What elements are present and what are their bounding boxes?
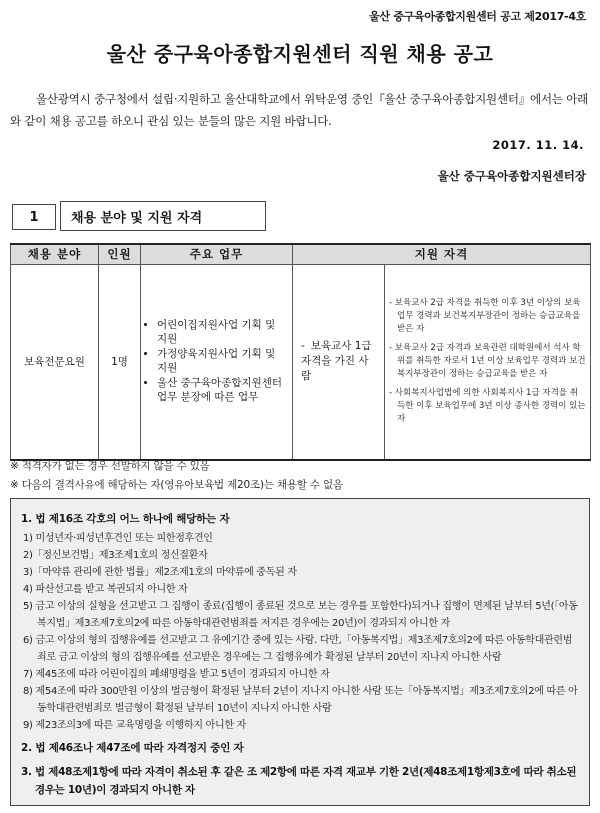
intro-paragraph: 울산광역시 중구청에서 설립·지원하고 울산대학교에서 위탁운영 중인『울산 중구육아종합지원센터』에서는 아래와 같이 채용 공고를 하오니 관심 있는 분들의 많은 지원 바랍니다. (10, 92, 589, 128)
section-title-box: 채용 분야 및 지원 자격 (60, 201, 266, 231)
cell-field: 보육전문요원 (11, 264, 99, 460)
list-item: 2)「정신보건법」제3조제1호의 정신질환자 (23, 550, 208, 561)
page-title: 울산 중구육아종합지원센터 직원 채용 공고 (106, 42, 494, 66)
header-field: 채용 분야 (11, 244, 99, 264)
qualification-item: - 보육교사 2급 자격과 보육관련 대학원에서 석사 학위를 취득한 자로서 1년 이상 보육업무 경력과 보건복지부장관이 정하는 승급교육을 받은 자 (389, 343, 586, 380)
list-item: 6) 금고 이상의 형의 집행유예를 선고받고 그 유예기간 중에 있는 사람. 다만,「아동복지법」제3조제7호의2에 따른 아동학대관련범죄로 금고 이상의 형의 집행유예를 선고받은 경우에는 그 집행유예가 확정된 날부터 20년이 지나지 아니한 사람 (23, 635, 573, 663)
disqualification-heading-3: 3. 법 제48조제1항에 따라 자격이 취소된 후 같은 조 제2항에 따른 자격 재교부 기한 2년(제48조제1항제3호에 따라 취소된 경우는 10년)이 경과되지 아니한 자 (21, 766, 577, 796)
disqualification-list (21, 530, 579, 734)
list-item: 4) 파산선고를 받고 복권되지 아니한 자 (23, 584, 188, 595)
duty-item: • 울산 중구육아종합지원센터 업무 분장에 따른 업무 (157, 376, 286, 404)
note-disqualification: ※ 다음의 결격사유에 해당하는 자(영유아보육법 제20조)는 채용할 수 없음 (10, 479, 343, 491)
disqualification-heading-1: 1. 법 제16조 각호의 어느 하나에 해당하는 자 (21, 513, 230, 525)
issuer-name: 울산 중구육아종합지원센터장 (437, 169, 586, 183)
duty-item: • 가정양육지원사업 기획 및 지원 (157, 347, 286, 375)
section-number-box: 1 (12, 204, 56, 230)
list-item: 1) 미성년자·피성년후견인 또는 피한정후견인 (23, 533, 213, 544)
recruitment-table (10, 243, 591, 461)
duty-item: • 어린이집지원사업 기획 및 지원 (157, 318, 286, 346)
qualification-item: - 사회복지사업법에 의한 사회복지사 1급 자격을 취득한 이후 보육업무에 3년 이상 종사한 경력이 있는 자 (389, 388, 586, 425)
note-no-qualified: ※ 적격자가 없는 경우 선발하지 않을 수 있음 (10, 460, 210, 472)
list-item: 8) 제54조에 따라 300만원 이상의 벌금형이 확정된 날부터 2년이 지나지 아니한 사람 또는「아동복지법」제3조제7호의2에 따른 아동학대관련범죄로 벌금형이 확정된 날부터 10년이 지나지 아니한 사람 (23, 686, 578, 714)
list-item: 3)「마약류 관리에 관한 법률」제2조제1호의 마약류에 중독된 자 (23, 567, 297, 578)
cell-role (293, 264, 385, 460)
list-item: 9) 제23조의3에 따른 교육명령을 이행하지 아니한 자 (23, 720, 246, 731)
cell-qualifications (385, 264, 591, 460)
header-duties: 주요 업무 (141, 244, 293, 264)
table-header-row (11, 244, 591, 264)
list-item: 7) 제45조에 따라 어린이집의 폐쇄명령을 받고 5년이 경과되지 아니한 자 (23, 669, 330, 680)
cell-duties (141, 264, 293, 460)
table-row (11, 264, 591, 460)
disqualification-box (10, 498, 590, 806)
announcement-date: 2017. 11. 14. (492, 138, 584, 152)
header-qualifications: 지원 자격 (293, 244, 591, 264)
document-number: 울산 중구육아종합지원센터 공고 제2017-4호 (369, 10, 586, 23)
role-dash: - (301, 340, 305, 353)
list-item: 5) 금고 이상의 실형을 선고받고 그 집행이 종료(집행이 종료된 것으로 보는 경우를 포함한다)되거나 집행이 면제된 날부터 5년(「아동복지법」제3조제7호의2에 따른 아동학대관련범죄를 저지른 경우에는 20년)이 경과되지 아니한 자 (23, 601, 578, 629)
header-count: 인원 (99, 244, 141, 264)
qualification-item: - 보육교사 2급 자격을 취득한 이후 3년 이상의 보육업무 경력과 보건복지부장관이 정하는 승급교육을 받은 자 (389, 298, 581, 335)
role-text: 보육교사 1급 자격을 가진 사람 (301, 340, 372, 383)
cell-count: 1명 (99, 264, 141, 460)
disqualification-heading-2: 2. 법 제46조나 제47조에 따라 자격정지 중인 자 (21, 742, 244, 754)
